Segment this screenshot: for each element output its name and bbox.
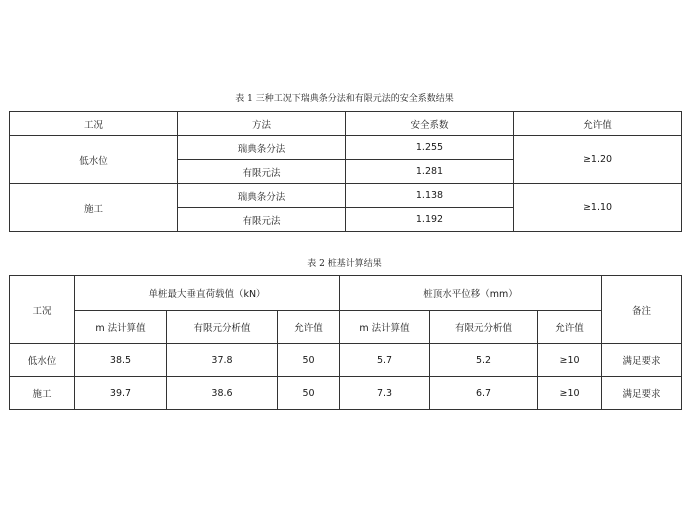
allowed-cell: ≥1.20 bbox=[514, 136, 682, 184]
header-safety-factor: 安全系数 bbox=[346, 112, 514, 136]
safety-factor-table bbox=[9, 111, 682, 232]
table1-header-row bbox=[10, 112, 682, 136]
subheader-m-method: m 法计算值 bbox=[75, 311, 167, 344]
value-cell: ≥10 bbox=[538, 377, 602, 410]
value-cell: 5.2 bbox=[430, 344, 538, 377]
allowed-cell: ≥1.10 bbox=[514, 184, 682, 232]
value-cell: 6.7 bbox=[430, 377, 538, 410]
header-condition: 工况 bbox=[10, 112, 178, 136]
table-row bbox=[10, 136, 682, 160]
table1-caption: 表 1 三种工况下瑞典条分法和有限元法的安全系数结果 bbox=[235, 94, 454, 104]
condition-cell: 低水位 bbox=[10, 344, 75, 377]
header-condition: 工况 bbox=[10, 276, 75, 344]
pile-result-table bbox=[9, 275, 682, 410]
subheader-fem: 有限元分析值 bbox=[430, 311, 538, 344]
header-allowed-value: 允许值 bbox=[514, 112, 682, 136]
value-cell: 50 bbox=[278, 344, 340, 377]
condition-cell: 施工 bbox=[10, 377, 75, 410]
table2-header-row bbox=[10, 276, 682, 311]
header-method: 方法 bbox=[178, 112, 346, 136]
header-remark: 备注 bbox=[602, 276, 682, 344]
method-cell: 有限元法 bbox=[178, 208, 346, 232]
value-cell: ≥10 bbox=[538, 344, 602, 377]
method-cell: 瑞典条分法 bbox=[178, 136, 346, 160]
remark-cell: 满足要求 bbox=[602, 344, 682, 377]
subheader-allowed: 允许值 bbox=[538, 311, 602, 344]
table-row bbox=[10, 377, 682, 410]
table2-caption: 表 2 桩基计算结果 bbox=[307, 259, 382, 269]
value-cell: 39.7 bbox=[75, 377, 167, 410]
value-cell: 38.6 bbox=[167, 377, 278, 410]
subheader-fem: 有限元分析值 bbox=[167, 311, 278, 344]
factor-cell: 1.281 bbox=[346, 160, 514, 184]
value-cell: 5.7 bbox=[340, 344, 430, 377]
method-cell: 瑞典条分法 bbox=[178, 184, 346, 208]
value-cell: 37.8 bbox=[167, 344, 278, 377]
subheader-allowed: 允许值 bbox=[278, 311, 340, 344]
remark-cell: 满足要求 bbox=[602, 377, 682, 410]
table2-subheader-row bbox=[10, 311, 682, 344]
value-cell: 7.3 bbox=[340, 377, 430, 410]
condition-cell: 施工 bbox=[10, 184, 178, 232]
header-load-group: 单桩最大垂直荷载值（kN） bbox=[75, 276, 340, 311]
factor-cell: 1.138 bbox=[346, 184, 514, 208]
subheader-m-method: m 法计算值 bbox=[340, 311, 430, 344]
table-row bbox=[10, 184, 682, 208]
factor-cell: 1.255 bbox=[346, 136, 514, 160]
condition-cell: 低水位 bbox=[10, 136, 178, 184]
factor-cell: 1.192 bbox=[346, 208, 514, 232]
value-cell: 50 bbox=[278, 377, 340, 410]
value-cell: 38.5 bbox=[75, 344, 167, 377]
method-cell: 有限元法 bbox=[178, 160, 346, 184]
table-row bbox=[10, 344, 682, 377]
header-displacement-group: 桩顶水平位移（mm） bbox=[340, 276, 602, 311]
